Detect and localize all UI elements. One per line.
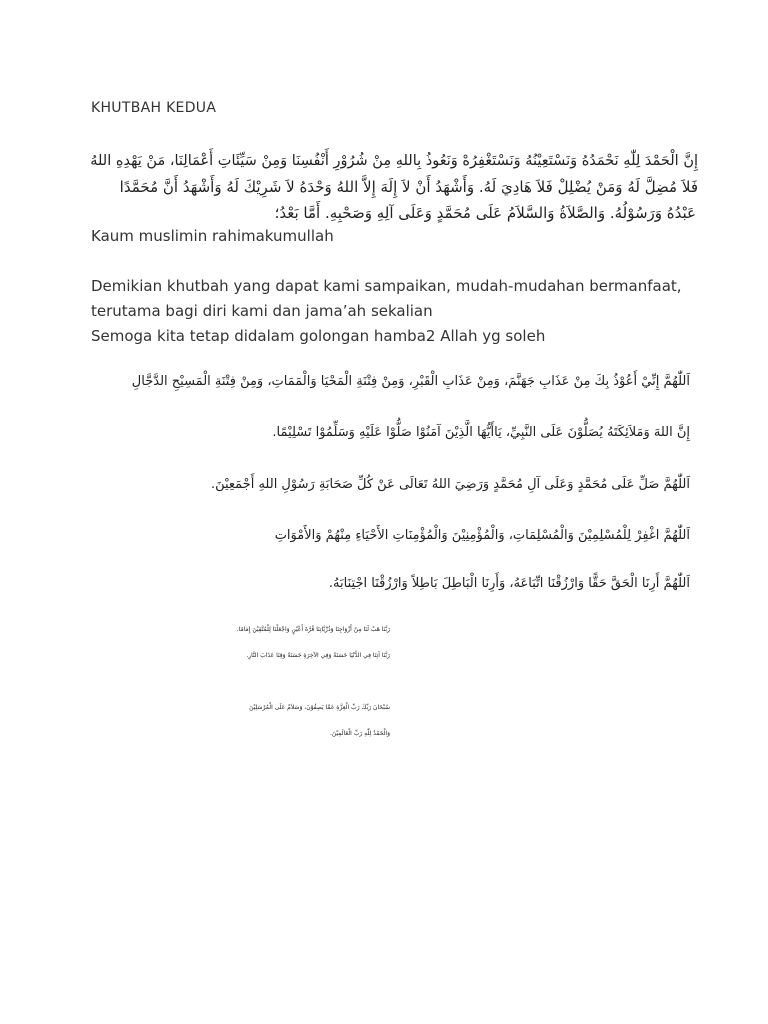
document-title: KHUTBAH KEDUA: [91, 100, 217, 116]
prayer-line-9: وَالْحَمْدُ لِلّٰهِ رَبِّ الْعَالَمِيْنَ.: [330, 730, 390, 737]
closing-line-1: Demikian khutbah yang dapat kami sampaikan, mudah-mudahan bermanfaat,: [91, 277, 682, 295]
opening-arabic-line-2: فَلاَ مُضِلَّ لَهُ وَمَنْ يُضْلِلْ فَلاَ هَادِيَ لَهُ. وَأَشْهَدُ أَنْ لاَ إِلَهَ إِلاَّ اللهُ وَحْدَهُ لاَ شَرِيْكَ لَهُ وَأَشْهَدُ أَنَّ مُحَمَّدًا: [119, 178, 698, 196]
prayer-line-4: اَللّٰهُمَّ اغْفِرْ لِلْمُسْلِمِيْنَ وَالْمُسْلِمَاتِ، وَالْمُؤْمِنِيْنَ وَالْمُؤْمِنَاتِ الأَحْيَاءِ مِنْهُمْ وَالأَمْوَاتِ: [274, 528, 690, 543]
closing-line-2: terutama bagi diri kami dan jama’ah sekalian: [91, 302, 433, 320]
prayer-line-1: اَللّٰهُمَّ إِنِّيْ أَعُوْذُ بِكَ مِنْ عَذَابِ جَهَنَّمَ، وَمِنْ عَذَابِ الْقَبْرِ، وَمِنْ فِتْنَةِ الْمَحْيَا وَالْمَمَاتِ، وَمِنْ فِتْنَةِ الْمَسِيْحِ الدَّجَّالِ: [131, 374, 690, 389]
prayer-line-2: إِنَّ اللهَ وَمَلاَئِكَتَهُ يُصَلُّوْنَ عَلَى النَّبِيِّ، يَاأَيُّهَا الَّذِيْنَ آمَنُوْا صَلُّوْا عَلَيْهِ وَسَلِّمُوْا تَسْلِيْمًا.: [272, 425, 690, 440]
prayer-line-3: اَللّٰهُمَّ صَلِّ عَلَى مُحَمَّدٍ وَعَلَى آلِ مُحَمَّدٍ وَرَضِيَ اللهُ تَعَالَى عَنْ كُلِّ صَحَابَةِ رَسُوْلِ اللهِ أَجْمَعِيْنَ.: [210, 477, 690, 492]
opening-arabic-line-3: عَبْدُهُ وَرَسُوْلُهُ. وَالصَّلاَةُ وَالسَّلاَمُ عَلَى مُحَمَّدٍ وَعَلَى آلِهِ وَصَحْبِهِ. أَمَّا بَعْدُ؛: [274, 204, 696, 222]
greeting-text: Kaum muslimin rahimakumullah: [91, 227, 334, 245]
prayer-line-8: سُبْحَانَ رَبِّكَ رَبِّ الْعِزَّةِ عَمَّا يَصِفُوْنَ، وَسَلاَمٌ عَلَى الْمُرْسَلِيْنَ: [249, 704, 390, 711]
prayer-line-6: رَبَّنَا هَبْ لَنَا مِنْ أَزْوَاجِنَا وَذُرِّيَّاتِنَا قُرَّةَ أَعْيُنٍ وَاجْعَلْنَا لِلْمُتَّقِيْنَ إِمَامًا.: [236, 626, 390, 633]
opening-arabic-line-1: إِنَّ الْحَمْدَ لِلّٰهِ نَحْمَدُهُ وَنَسْتَعِيْنُهُ وَنَسْتَغْفِرُهْ وَنَعُوذُ بِاللهِ مِنْ شُرُوْرِ أَنْفُسِنَا وَمِنْ سَيِّئَاتِ أَعْمَالِنَا، مَنْ يَهْدِهِ اللهُ: [90, 153, 698, 169]
prayer-line-5: اَللّٰهُمَّ أَرِنَا الْحَقَّ حَقًّا وَارْزُقْنَا اتِّبَاعَهُ، وَأَرِنَا الْبَاطِلَ بَاطِلاً وَارْزُقْنَا اجْتِنَابَهُ.: [328, 576, 690, 591]
closing-line-3: Semoga kita tetap didalam golongan hamba2 Allah yg soleh: [91, 327, 546, 345]
prayer-line-7: رَبَّنَا آتِنَا فِي الدُّنْيَا حَسَنَةً وَفِي الآخِرَةِ حَسَنَةً وَقِنَا عَذَابَ النَّارِ.: [246, 652, 390, 659]
